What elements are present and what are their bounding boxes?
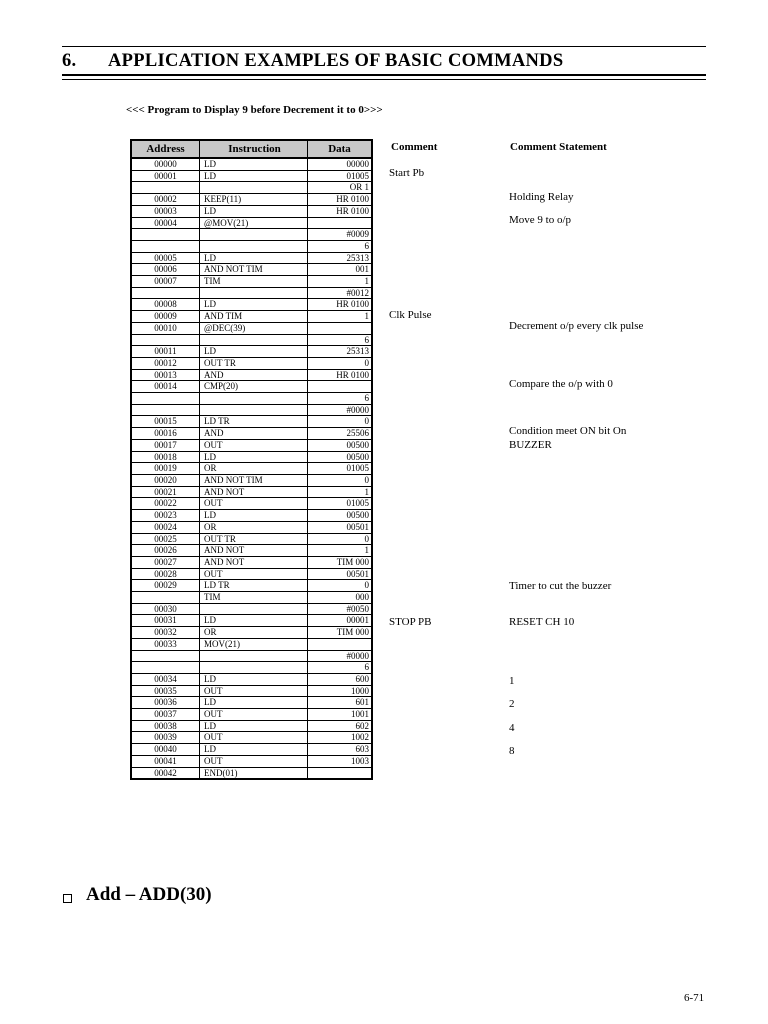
cell-instruction: AND [200, 428, 308, 440]
table-row [131, 276, 372, 288]
cell-data: 1002 [308, 732, 373, 744]
cell-data: 000 [308, 592, 373, 604]
cell-instruction: OR [200, 463, 308, 475]
cell-instruction [200, 229, 308, 241]
cell-data [308, 638, 373, 650]
cell-address [131, 650, 200, 662]
cell-data: 6 [308, 662, 373, 674]
table-row [131, 580, 372, 592]
cell-instruction: LD TR [200, 416, 308, 428]
table-row [131, 463, 372, 475]
cell-instruction: OR [200, 521, 308, 533]
cell-data: 602 [308, 720, 373, 732]
cell-address: 00032 [131, 627, 200, 639]
cell-data: 1 [308, 486, 373, 498]
table-row [131, 334, 372, 346]
cell-instruction [200, 393, 308, 405]
cell-address: 00007 [131, 276, 200, 288]
table-row [131, 556, 372, 568]
cell-address [131, 592, 200, 604]
cell-data: 1000 [308, 685, 373, 697]
cell-instruction: KEEP(11) [200, 194, 308, 206]
page-number: 6-71 [684, 992, 705, 1004]
comment-clk-pulse: Clk Pulse [389, 309, 432, 321]
table-row [131, 451, 372, 463]
cell-data: 00001 [308, 615, 373, 627]
cell-address [131, 393, 200, 405]
cell-instruction: END(01) [200, 767, 308, 779]
cell-data: #0000 [308, 404, 373, 416]
table-row [131, 264, 372, 276]
cell-data: 25506 [308, 428, 373, 440]
cell-data: OR 1 [308, 182, 373, 194]
table-row [131, 393, 372, 405]
heading-rule-thick [62, 74, 706, 76]
cell-data: 6 [308, 240, 373, 252]
cell-instruction: LD [200, 252, 308, 264]
table-row [131, 322, 372, 334]
cell-address: 00020 [131, 474, 200, 486]
cell-instruction [200, 182, 308, 194]
cell-instruction: LD [200, 673, 308, 685]
section-heading [62, 51, 706, 72]
cell-data: 1001 [308, 709, 373, 721]
table-row [131, 346, 372, 358]
cell-data: 0 [308, 357, 373, 369]
cell-address: 00030 [131, 603, 200, 615]
cell-address [131, 182, 200, 194]
cell-data: 25313 [308, 346, 373, 358]
table-row [131, 217, 372, 229]
table-row [131, 685, 372, 697]
cell-data: TIM 000 [308, 627, 373, 639]
cell-address: 00033 [131, 638, 200, 650]
table-row [131, 720, 372, 732]
cell-data: 0 [308, 533, 373, 545]
statement-bit-1: 1 [509, 675, 515, 687]
cell-instruction: @DEC(39) [200, 322, 308, 334]
cell-address: 00009 [131, 311, 200, 323]
cell-instruction: AND NOT [200, 486, 308, 498]
table-row [131, 170, 372, 182]
cell-address: 00010 [131, 322, 200, 334]
cell-instruction [200, 603, 308, 615]
cell-instruction: LD [200, 697, 308, 709]
table-row [131, 510, 372, 522]
cell-instruction: OUT [200, 732, 308, 744]
cell-data: 01005 [308, 463, 373, 475]
cell-instruction: LD [200, 451, 308, 463]
cell-address: 00035 [131, 685, 200, 697]
comment-stop-pb: STOP PB [389, 616, 432, 628]
table-row [131, 229, 372, 241]
cell-address: 00037 [131, 709, 200, 721]
statement-condition: Condition meet ON bit On [509, 425, 627, 437]
cell-instruction: OUT [200, 439, 308, 451]
section-title: APPLICATION EXAMPLES OF BASIC COMMANDS [108, 51, 564, 71]
statement-buzzer: BUZZER [509, 439, 552, 451]
cell-data [308, 767, 373, 779]
cell-data: 00000 [308, 158, 373, 170]
cell-address: 00012 [131, 357, 200, 369]
cell-instruction [200, 334, 308, 346]
table-row [131, 521, 372, 533]
cell-data: 00501 [308, 568, 373, 580]
table-row [131, 732, 372, 744]
cell-data: HR 0100 [308, 194, 373, 206]
table-row [131, 615, 372, 627]
table-row [131, 650, 372, 662]
cell-address: 00039 [131, 732, 200, 744]
statement-move: Move 9 to o/p [509, 214, 572, 226]
cell-address: 00006 [131, 264, 200, 276]
top-rule [62, 46, 706, 47]
cell-address: 00042 [131, 767, 200, 779]
table-header-row [131, 140, 372, 158]
table-row [131, 369, 372, 381]
cell-data: 6 [308, 334, 373, 346]
table-row [131, 205, 372, 217]
statement-compare: Compare the o/p with 0 [509, 378, 613, 390]
cell-data: 0 [308, 580, 373, 592]
cell-address: 00002 [131, 194, 200, 206]
cell-instruction: OUT [200, 709, 308, 721]
cell-data: 600 [308, 673, 373, 685]
cell-address: 00017 [131, 439, 200, 451]
table-row [131, 767, 372, 779]
cell-instruction [200, 650, 308, 662]
cell-instruction: LD [200, 299, 308, 311]
cell-data: 6 [308, 393, 373, 405]
cell-instruction: LD [200, 205, 308, 217]
cell-data: 1003 [308, 755, 373, 767]
cell-data: 00500 [308, 439, 373, 451]
table-row [131, 357, 372, 369]
table-row [131, 603, 372, 615]
cell-instruction: @MOV(21) [200, 217, 308, 229]
cell-instruction: TIM [200, 276, 308, 288]
cell-data: 25313 [308, 252, 373, 264]
cell-data: 1 [308, 276, 373, 288]
bullet-icon [63, 894, 72, 903]
cell-address: 00029 [131, 580, 200, 592]
cell-address: 00015 [131, 416, 200, 428]
cell-address [131, 229, 200, 241]
table-row [131, 627, 372, 639]
table-row [131, 404, 372, 416]
cell-instruction: OUT [200, 568, 308, 580]
table-row [131, 299, 372, 311]
cell-instruction: OR [200, 627, 308, 639]
cell-data: 601 [308, 697, 373, 709]
comment-header: Comment [391, 141, 438, 153]
cell-address: 00001 [131, 170, 200, 182]
table-row [131, 287, 372, 299]
table-row [131, 474, 372, 486]
statement-decrement: Decrement o/p every clk pulse [509, 320, 644, 332]
table-row [131, 592, 372, 604]
cell-address: 00013 [131, 369, 200, 381]
statement-timer: Timer to cut the buzzer [509, 580, 612, 592]
data-header: Data [308, 140, 373, 158]
statement-bit-4: 4 [509, 722, 515, 734]
cell-data: 01005 [308, 498, 373, 510]
cell-data: #0050 [308, 603, 373, 615]
cell-address [131, 334, 200, 346]
cell-address: 00008 [131, 299, 200, 311]
cell-instruction: OUT [200, 498, 308, 510]
cell-instruction [200, 240, 308, 252]
cell-instruction [200, 287, 308, 299]
cell-instruction: LD TR [200, 580, 308, 592]
cell-data [308, 217, 373, 229]
cell-instruction: AND NOT [200, 545, 308, 557]
table-row [131, 498, 372, 510]
cell-data: 1 [308, 545, 373, 557]
cell-instruction: LD [200, 720, 308, 732]
table-row [131, 638, 372, 650]
statement-reset: RESET CH 10 [509, 616, 575, 628]
cell-instruction: AND NOT TIM [200, 474, 308, 486]
cell-address [131, 404, 200, 416]
cell-address: 00028 [131, 568, 200, 580]
table-row [131, 673, 372, 685]
cell-address: 00023 [131, 510, 200, 522]
cell-address [131, 240, 200, 252]
table-row [131, 568, 372, 580]
table-row [131, 182, 372, 194]
table-row [131, 240, 372, 252]
table-row [131, 439, 372, 451]
heading-rule-thin [62, 79, 706, 80]
cell-data: TIM 000 [308, 556, 373, 568]
cell-data: 00500 [308, 451, 373, 463]
cell-instruction: TIM [200, 592, 308, 604]
table-row [131, 709, 372, 721]
cell-instruction: LD [200, 744, 308, 756]
statement-header: Comment Statement [510, 141, 607, 153]
cell-instruction: LD [200, 158, 308, 170]
table-row [131, 381, 372, 393]
cell-data: 00501 [308, 521, 373, 533]
cell-address [131, 287, 200, 299]
table-row [131, 194, 372, 206]
cell-instruction: CMP(20) [200, 381, 308, 393]
statement-bit-8: 8 [509, 745, 515, 757]
cell-data: #0000 [308, 650, 373, 662]
cell-instruction: OUT TR [200, 357, 308, 369]
cell-address: 00004 [131, 217, 200, 229]
cell-instruction [200, 404, 308, 416]
table-row [131, 533, 372, 545]
address-header: Address [131, 140, 200, 158]
cell-data [308, 322, 373, 334]
table-row [131, 545, 372, 557]
cell-instruction: AND TIM [200, 311, 308, 323]
cell-instruction: OUT TR [200, 533, 308, 545]
table-row [131, 486, 372, 498]
cell-instruction: MOV(21) [200, 638, 308, 650]
cell-address [131, 662, 200, 674]
cell-address: 00038 [131, 720, 200, 732]
table-row [131, 158, 372, 170]
table-row [131, 311, 372, 323]
cell-address: 00024 [131, 521, 200, 533]
cell-address: 00019 [131, 463, 200, 475]
cell-address: 00021 [131, 486, 200, 498]
table-row [131, 744, 372, 756]
table-row [131, 755, 372, 767]
cell-data: 1 [308, 311, 373, 323]
cell-data: 0 [308, 474, 373, 486]
statement-holding-relay: Holding Relay [509, 191, 574, 203]
cell-instruction: AND NOT [200, 556, 308, 568]
cell-address: 00027 [131, 556, 200, 568]
section-number: 6. [62, 51, 77, 71]
cell-instruction [200, 662, 308, 674]
cell-address: 00022 [131, 498, 200, 510]
program-table-body [131, 158, 372, 779]
cell-instruction: LD [200, 170, 308, 182]
cell-instruction: AND NOT TIM [200, 264, 308, 276]
cell-address: 00036 [131, 697, 200, 709]
cell-address: 00040 [131, 744, 200, 756]
table-row [131, 662, 372, 674]
cell-data: 01005 [308, 170, 373, 182]
add-section-heading: Add – ADD(30) [86, 884, 212, 905]
cell-address: 00031 [131, 615, 200, 627]
cell-data: 00500 [308, 510, 373, 522]
cell-data: 0 [308, 416, 373, 428]
cell-address: 00000 [131, 158, 200, 170]
cell-instruction: LD [200, 615, 308, 627]
cell-address: 00003 [131, 205, 200, 217]
cell-data: #0009 [308, 229, 373, 241]
cell-address: 00041 [131, 755, 200, 767]
cell-address: 00016 [131, 428, 200, 440]
cell-address: 00018 [131, 451, 200, 463]
cell-data [308, 381, 373, 393]
cell-data: 603 [308, 744, 373, 756]
program-table [130, 139, 373, 780]
table-row [131, 697, 372, 709]
cell-instruction: LD [200, 346, 308, 358]
cell-address: 00034 [131, 673, 200, 685]
cell-address: 00014 [131, 381, 200, 393]
cell-address: 00005 [131, 252, 200, 264]
cell-address: 00026 [131, 545, 200, 557]
cell-data: HR 0100 [308, 369, 373, 381]
program-subtitle: <<< Program to Display 9 before Decrement it to 0>>> [126, 104, 383, 116]
cell-data: 001 [308, 264, 373, 276]
cell-instruction: OUT [200, 685, 308, 697]
table-row [131, 252, 372, 264]
cell-instruction: OUT [200, 755, 308, 767]
cell-address: 00011 [131, 346, 200, 358]
cell-data: #0012 [308, 287, 373, 299]
comment-start-pb: Start Pb [389, 167, 425, 179]
cell-data: HR 0100 [308, 299, 373, 311]
instruction-header: Instruction [200, 140, 308, 158]
statement-bit-2: 2 [509, 698, 515, 710]
cell-data: HR 0100 [308, 205, 373, 217]
table-row [131, 428, 372, 440]
table-row [131, 416, 372, 428]
cell-instruction: AND [200, 369, 308, 381]
cell-instruction: LD [200, 510, 308, 522]
cell-address: 00025 [131, 533, 200, 545]
